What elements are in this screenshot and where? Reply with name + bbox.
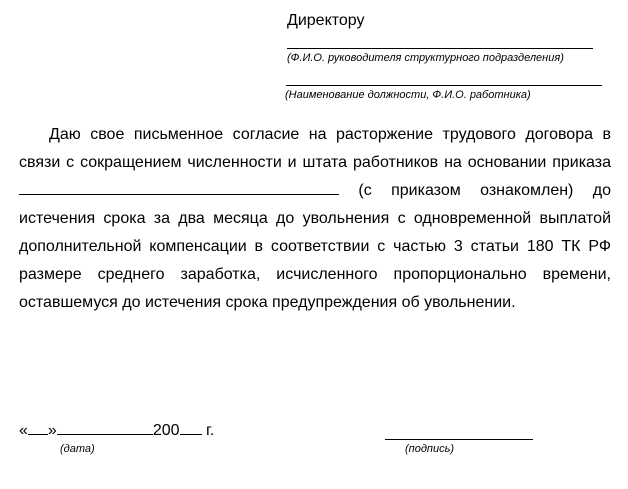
year-suffix: г.	[201, 422, 215, 439]
employee-name-caption: (Наименование должности, Ф.И.О. работника)	[285, 89, 531, 101]
quote-open: «	[19, 422, 28, 439]
date-caption: (дата)	[60, 443, 95, 455]
consent-paragraph	[19, 121, 611, 317]
head-name-caption: (Ф.И.О. руководителя структурного подразделения)	[287, 52, 564, 64]
day-blank	[28, 420, 48, 435]
quote-close: »	[47, 422, 57, 439]
signature-row	[19, 420, 611, 470]
order-number-line	[19, 181, 339, 195]
employee-name-line	[286, 71, 602, 86]
signature-caption: (подпись)	[405, 443, 455, 455]
month-blank	[57, 420, 153, 435]
consent-text-end: (с приказом ознакомлен) до истечения срока за два месяца до увольнения с одновременной выплатой дополнительной компенсации в соответствии с частью 3 статьи 180 ТК РФ размере среднего заработка, исчисленного пропорционально времени, оставшемуся до истечения срока предупреждения об увольнении.	[19, 182, 611, 311]
date-field	[19, 420, 214, 441]
consent-text-start: Даю свое письменное согласие на расторжение трудового договора в связи с сокращением численности и штата работников на основании приказа	[19, 126, 611, 171]
signature-line	[385, 423, 533, 440]
addressee-block	[287, 10, 612, 102]
head-name-line	[287, 34, 593, 49]
addressee-title: Директору	[287, 12, 365, 29]
year-blank	[180, 420, 202, 435]
year-prefix: 200	[152, 422, 180, 439]
